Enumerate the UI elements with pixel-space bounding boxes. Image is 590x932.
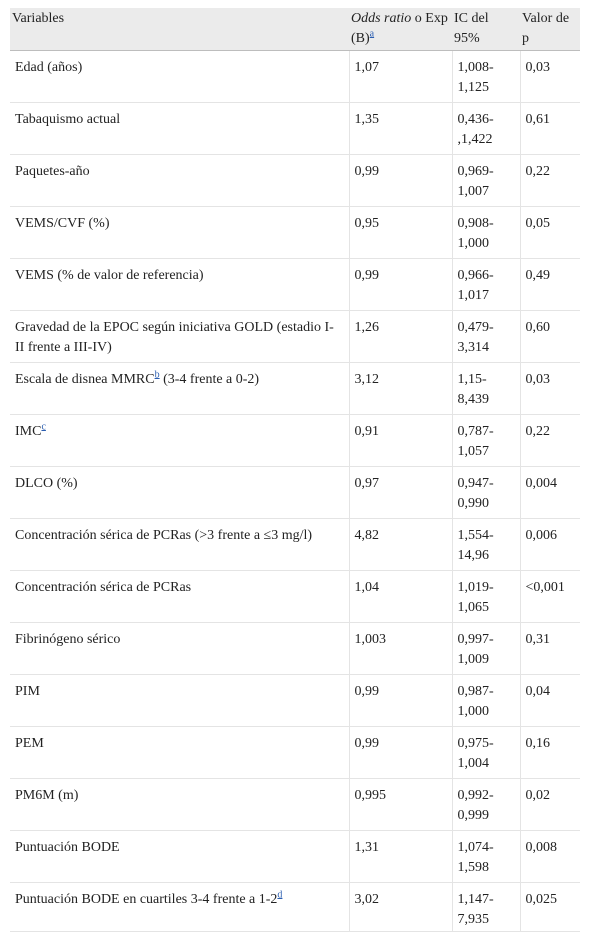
- cell-variable: [10, 675, 349, 727]
- table-body: [10, 51, 580, 932]
- ic-lower: 0,987-: [457, 684, 494, 699]
- table-row: [10, 675, 580, 727]
- cell-variable: [10, 831, 349, 883]
- cell-odds-ratio: 1,31: [349, 831, 452, 883]
- ic-upper: 1,057: [457, 444, 489, 459]
- cell-odds-ratio: 0,99: [349, 727, 452, 779]
- cell-variable: [10, 415, 349, 467]
- cell-variable: [10, 103, 349, 155]
- cell-p-value: 0,008: [520, 831, 580, 883]
- variable-label: VEMS (% de valor de referencia): [15, 268, 204, 283]
- variable-label: IMC: [15, 424, 42, 439]
- variable-label: Concentración sérica de PCRas (>3 frente a ≤3 mg/l): [15, 528, 313, 543]
- header-p-line1: Valor de: [522, 11, 570, 26]
- cell-variable: [10, 207, 349, 259]
- table-row: [10, 467, 580, 519]
- ic-upper: 1,004: [457, 756, 489, 771]
- ic-upper: 1,598: [457, 860, 489, 875]
- cell-variable: [10, 779, 349, 831]
- cell-ic: [452, 311, 520, 363]
- ic-lower: 0,969-: [457, 164, 494, 179]
- variable-label: Gravedad de la EPOC según iniciativa GOLD (estadio I-II frente a III-IV): [15, 320, 334, 355]
- cell-ic: [452, 103, 520, 155]
- footnote-link-a[interactable]: a: [369, 28, 375, 40]
- ic-lower: 0,479-: [457, 320, 494, 335]
- regression-table: [10, 8, 580, 932]
- header-ic: [452, 8, 520, 51]
- table-row: [10, 103, 580, 155]
- cell-p-value: 0,31: [520, 623, 580, 675]
- cell-ic: [452, 51, 520, 103]
- cell-variable: [10, 623, 349, 675]
- cell-odds-ratio: 1,003: [349, 623, 452, 675]
- variable-label: Puntuación BODE: [15, 840, 120, 855]
- variable-label: Fibrinógeno sérico: [15, 632, 121, 647]
- ic-lower: 1,019-: [457, 580, 494, 595]
- ic-lower: 0,997-: [457, 632, 494, 647]
- header-row: [10, 8, 580, 51]
- table-row: [10, 415, 580, 467]
- table-row: [10, 831, 580, 883]
- cell-odds-ratio: 1,35: [349, 103, 452, 155]
- cell-ic: [452, 675, 520, 727]
- cell-p-value: 0,22: [520, 155, 580, 207]
- ic-lower: 1,147-: [457, 892, 494, 907]
- cell-ic: [452, 259, 520, 311]
- footnote-link-b[interactable]: b: [154, 369, 160, 381]
- ic-upper: 1,007: [457, 184, 489, 199]
- ic-upper: 7,935: [457, 912, 489, 927]
- cell-p-value: 0,006: [520, 519, 580, 571]
- ic-lower: 0,975-: [457, 736, 494, 751]
- ic-upper: 3,314: [457, 340, 489, 355]
- ic-upper: 1,009: [457, 652, 489, 667]
- cell-odds-ratio: 0,91: [349, 415, 452, 467]
- ic-upper: 0,999: [457, 808, 489, 823]
- ic-lower: 0,947-: [457, 476, 494, 491]
- header-odds-italic: Odds ratio: [351, 11, 412, 26]
- header-odds-ratio: [349, 8, 452, 51]
- table-row: [10, 207, 580, 259]
- table-row: [10, 51, 580, 103]
- cell-odds-ratio: 3,12: [349, 363, 452, 415]
- ic-upper: ,1,422: [457, 132, 493, 147]
- variable-label: Concentración sérica de PCRas: [15, 580, 192, 595]
- cell-p-value: 0,61: [520, 103, 580, 155]
- ic-lower: 1,008-: [457, 60, 494, 75]
- cell-ic: [452, 207, 520, 259]
- variable-label: Escala de disnea MMRC: [15, 372, 155, 387]
- table-header: [10, 8, 580, 51]
- cell-ic: [452, 467, 520, 519]
- cell-p-value: 0,22: [520, 415, 580, 467]
- cell-ic: [452, 883, 520, 932]
- footnote-link-d[interactable]: d: [277, 889, 283, 901]
- table-row: [10, 259, 580, 311]
- cell-p-value: 0,04: [520, 675, 580, 727]
- table-row: [10, 571, 580, 623]
- cell-p-value: 0,025: [520, 883, 580, 932]
- ic-upper: 8,439: [457, 392, 489, 407]
- cell-ic: [452, 415, 520, 467]
- cell-variable: [10, 727, 349, 779]
- ic-lower: 0,908-: [457, 216, 494, 231]
- table-row: [10, 155, 580, 207]
- variable-label: Puntuación BODE en cuartiles 3-4 frente a 1-2: [15, 892, 278, 907]
- table-row: [10, 623, 580, 675]
- ic-lower: 0,436-: [457, 112, 494, 127]
- cell-odds-ratio: 0,99: [349, 259, 452, 311]
- ic-upper: 1,125: [457, 80, 489, 95]
- variable-label: VEMS/CVF (%): [15, 216, 110, 231]
- ic-lower: 1,554-: [457, 528, 494, 543]
- cell-ic: [452, 363, 520, 415]
- table-row: [10, 311, 580, 363]
- cell-variable: [10, 363, 349, 415]
- variable-label: PEM: [15, 736, 44, 751]
- cell-ic: [452, 623, 520, 675]
- ic-upper: 1,000: [457, 236, 489, 251]
- cell-variable: [10, 571, 349, 623]
- ic-lower: 1,074-: [457, 840, 494, 855]
- cell-ic: [452, 831, 520, 883]
- cell-odds-ratio: 1,07: [349, 51, 452, 103]
- cell-variable: [10, 259, 349, 311]
- table-row: [10, 883, 580, 932]
- variable-label: Edad (años): [15, 60, 83, 75]
- cell-ic: [452, 155, 520, 207]
- variable-label: PM6M (m): [15, 788, 79, 803]
- cell-ic: [452, 571, 520, 623]
- cell-odds-ratio: 0,95: [349, 207, 452, 259]
- cell-ic: [452, 779, 520, 831]
- cell-p-value: 0,05: [520, 207, 580, 259]
- cell-odds-ratio: 0,99: [349, 155, 452, 207]
- cell-variable: [10, 519, 349, 571]
- footnote-link-c[interactable]: c: [41, 421, 46, 433]
- table-row: [10, 519, 580, 571]
- header-odds-rest: o Exp (B): [351, 11, 448, 46]
- cell-p-value: 0,02: [520, 779, 580, 831]
- cell-odds-ratio: 1,04: [349, 571, 452, 623]
- cell-p-value: 0,16: [520, 727, 580, 779]
- cell-p-value: 0,60: [520, 311, 580, 363]
- variable-label: PIM: [15, 684, 40, 699]
- header-variables: Variables: [10, 8, 349, 51]
- cell-p-value: 0,49: [520, 259, 580, 311]
- ic-lower: 0,966-: [457, 268, 494, 283]
- table-row: [10, 363, 580, 415]
- table-row: [10, 779, 580, 831]
- cell-odds-ratio: 0,97: [349, 467, 452, 519]
- header-p-value: [520, 8, 580, 51]
- cell-variable: [10, 883, 349, 932]
- ic-lower: 0,787-: [457, 424, 494, 439]
- results-table-container: [10, 8, 580, 932]
- cell-odds-ratio: 1,26: [349, 311, 452, 363]
- ic-lower: 0,992-: [457, 788, 494, 803]
- cell-ic: [452, 727, 520, 779]
- cell-variable: [10, 467, 349, 519]
- header-p-line2: p: [522, 31, 529, 46]
- table-row: [10, 727, 580, 779]
- cell-p-value: 0,004: [520, 467, 580, 519]
- variable-label: Tabaquismo actual: [15, 112, 121, 127]
- cell-p-value: 0,03: [520, 51, 580, 103]
- variable-label: DLCO (%): [15, 476, 78, 491]
- cell-odds-ratio: 4,82: [349, 519, 452, 571]
- header-ic-line2: 95%: [454, 31, 480, 46]
- header-ic-line1: IC del: [454, 11, 489, 26]
- cell-variable: [10, 155, 349, 207]
- variable-suffix: (3-4 frente a 0-2): [159, 372, 260, 387]
- ic-upper: 1,065: [457, 600, 489, 615]
- cell-odds-ratio: 0,99: [349, 675, 452, 727]
- cell-odds-ratio: 3,02: [349, 883, 452, 932]
- ic-upper: 14,96: [457, 548, 489, 563]
- ic-lower: 1,15-: [457, 372, 487, 387]
- cell-p-value: <0,001: [520, 571, 580, 623]
- ic-upper: 1,000: [457, 704, 489, 719]
- ic-upper: 1,017: [457, 288, 489, 303]
- cell-ic: [452, 519, 520, 571]
- ic-upper: 0,990: [457, 496, 489, 511]
- cell-variable: [10, 311, 349, 363]
- cell-variable: [10, 51, 349, 103]
- cell-p-value: 0,03: [520, 363, 580, 415]
- cell-odds-ratio: 0,995: [349, 779, 452, 831]
- variable-label: Paquetes-año: [15, 164, 90, 179]
